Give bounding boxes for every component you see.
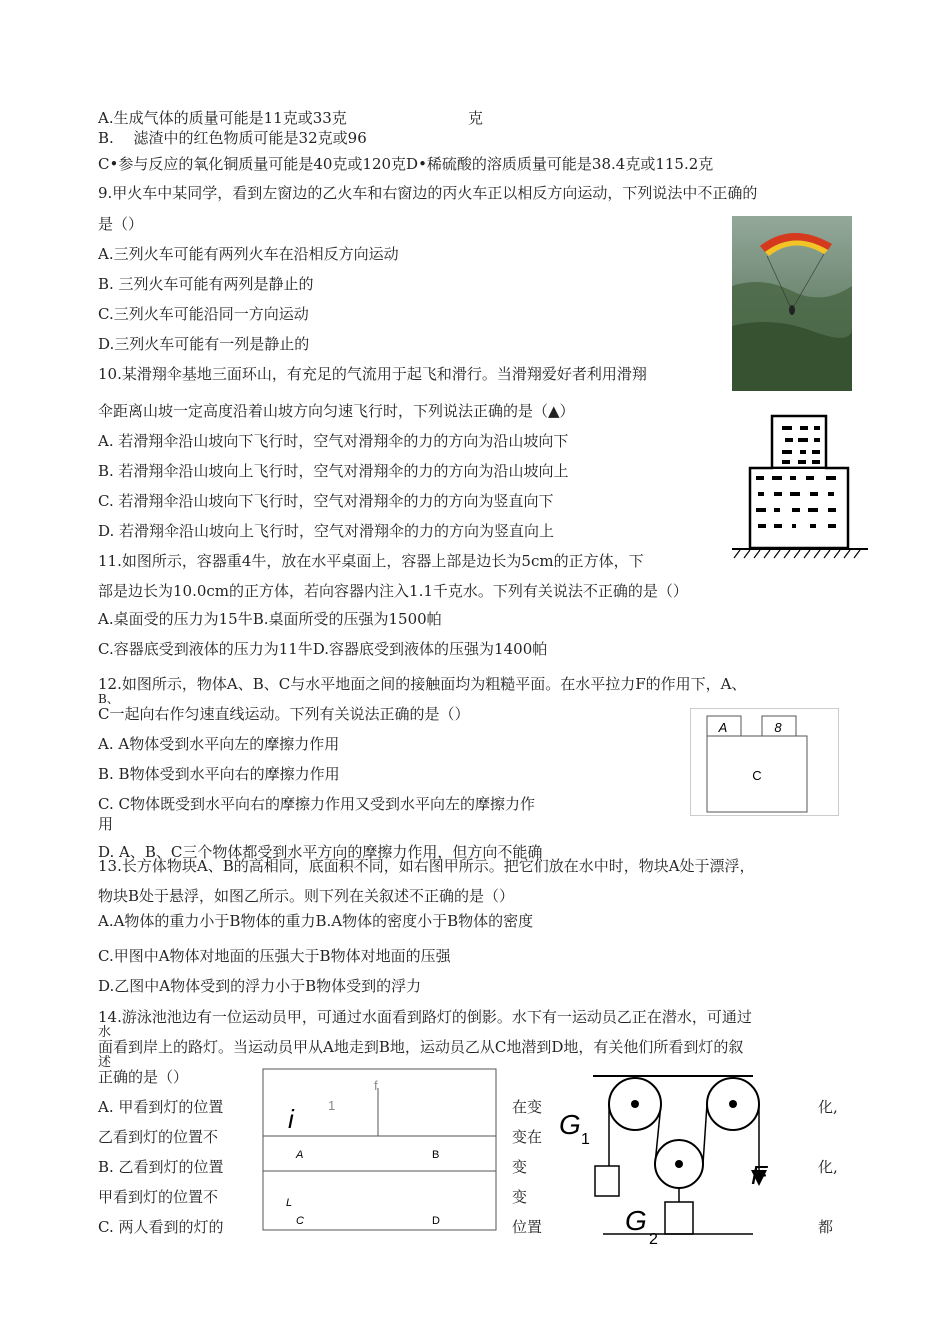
- q14-middle-text-2: 变在: [512, 1128, 543, 1146]
- q14-option-b-part2: 甲看到灯的位置不: [98, 1188, 219, 1206]
- q11-option-cd: C.容器底受到液体的压力为11牛D.容器底受到液体的压强为1400帕: [98, 640, 548, 658]
- pulley-label-g2: G: [625, 1205, 647, 1236]
- q8-option-a: A.生成气体的质量可能是11克或33克: [98, 109, 347, 127]
- q9-option-c: C.三列火车可能沿同一方向运动: [98, 305, 309, 323]
- container-figure: [730, 412, 870, 562]
- q12-stem-line1: 12.如图所示，物体A、B、C与水平地面之间的接触面均为粗糙平面。在水平拉力F的作用下，A、: [98, 675, 747, 693]
- pulley-figure: [555, 1070, 765, 1250]
- pool-label-d: D: [432, 1215, 440, 1227]
- q12-stem-overflow: B、: [98, 692, 119, 706]
- block-b-label: 8: [774, 720, 782, 735]
- q14-right-text-1: 化,: [818, 1098, 838, 1116]
- q14-stem-overflow1: 水: [98, 1025, 112, 1040]
- pulley-label-g2-sub: 2: [649, 1231, 658, 1248]
- q8-option-a-tail: 克: [468, 109, 484, 127]
- pulley-label-f: F: [751, 1160, 767, 1190]
- q10-option-c: C. 若滑翔伞沿山坡向下飞行时，空气对滑翔伞的力的方向为竖直向下: [98, 492, 554, 510]
- q13-option-c: C.甲图中A物体对地面的压强大于B物体对地面的压强: [98, 947, 451, 965]
- pool-label-l: L: [286, 1197, 293, 1209]
- pool-label-c: C: [296, 1215, 304, 1227]
- q14-option-a-part2: 乙看到灯的位置不: [98, 1128, 219, 1146]
- q14-right-text-3: 都: [818, 1218, 834, 1236]
- pulley-label-g1-sub: 1: [581, 1131, 590, 1148]
- q14-middle-text-4: 变: [512, 1188, 528, 1206]
- pool-label-a: A: [296, 1149, 304, 1161]
- pool-label-b: B: [432, 1149, 440, 1161]
- q14-option-b-part1: B. 乙看到灯的位置: [98, 1158, 224, 1176]
- q12-stem-line2: C一起向右作匀速直线运动。下列有关说法正确的是（）: [98, 705, 470, 723]
- q14-stem-line2: 面看到岸上的路灯。当运动员甲从A地走到B地，运动员乙从C地潜到D地，有关他们所看到灯的叙: [98, 1038, 744, 1056]
- q13-option-d: D.乙图中A物体受到的浮力小于B物体受到的浮力: [98, 977, 422, 995]
- q10-option-b: B. 若滑翔伞沿山坡向上飞行时，空气对滑翔伞的力的方向为沿山坡向上: [98, 462, 569, 480]
- q10-stem-line2: 伞距离山坡一定高度沿着山坡方向匀速飞行时，下列说法正确的是（▲）: [98, 402, 575, 420]
- q11-option-ab: A.桌面受的压力为15牛B.桌面所受的压强为1500帕: [98, 610, 442, 628]
- q12-option-c-line2: 用: [98, 815, 114, 833]
- q12-option-c-line1: C. C物体既受到水平向右的摩擦力作用又受到水平向左的摩擦力作: [98, 795, 535, 813]
- q8-option-cd: C•参与反应的氧化铜质量可能是40克或120克D•稀硫酸的溶质质量可能是38.4克或115.2克: [98, 155, 714, 173]
- paraglider-photo: [732, 216, 852, 391]
- q13-stem-line2: 物块B处于悬浮，如图乙所示。则下列在关叙述不正确的是（）: [98, 887, 515, 905]
- q10-option-a: A. 若滑翔伞沿山坡向下飞行时，空气对滑翔伞的力的方向为沿山坡向下: [98, 432, 569, 450]
- q10-stem-line1: 10.某滑翔伞基地三面环山，有充足的气流用于起飞和滑行。当滑翔爱好者利用滑翔: [98, 365, 647, 383]
- q14-right-text-2: 化,: [818, 1158, 838, 1176]
- q14-stem-line3: 正确的是（）: [98, 1068, 189, 1086]
- q11-stem-line2: 部是边长为10.0cm的正方体，若向容器内注入1.1千克水。下列有关说法不正确的是（）: [98, 582, 688, 600]
- pool-label-i: i: [288, 1104, 294, 1134]
- q14-stem-line1: 14.游泳池池边有一位运动员甲，可通过水面看到路灯的倒影。水下有一运动员乙正在潜水，可通过: [98, 1008, 752, 1026]
- q14-middle-text-3: 变: [512, 1158, 528, 1176]
- q9-option-d: D.三列火车可能有一列是静止的: [98, 335, 310, 353]
- q12-option-b: B. B物体受到水平向右的摩擦力作用: [98, 765, 340, 783]
- q10-option-d: D. 若滑翔伞沿山坡向上飞行时，空气对滑翔伞的力的方向为竖直向上: [98, 522, 555, 540]
- pool-label-1: 1: [328, 1098, 336, 1113]
- pool-label-f: f: [374, 1078, 378, 1093]
- blocks-figure: [690, 708, 840, 818]
- q14-option-a-part1: A. 甲看到灯的位置: [98, 1098, 224, 1116]
- pulley-label-g1: G: [559, 1109, 581, 1140]
- q14-middle-text-5: 位置: [512, 1218, 543, 1236]
- q8-option-b: B. 滤渣中的红色物质可能是32克或96: [98, 129, 367, 147]
- q11-stem-line1: 11.如图所示，容器重4牛，放在水平桌面上，容器上部是边长为5cm的正方体，下: [98, 552, 644, 570]
- q13-option-ab: A.A物体的重力小于B物体的重力B.A物体的密度小于B物体的密度: [98, 912, 534, 930]
- pool-figure: [262, 1068, 498, 1233]
- q12-option-d: D. A、B、C三个物体都受到水平方向的摩擦力作用，但方向不能确: [98, 843, 543, 861]
- q13-stem-line1: 13.长方体物块A、B的高相同，底面积不同，如右图甲所示。把它们放在水中时，物块A处于漂浮，: [98, 857, 755, 875]
- q9-stem-line2: 是（）: [98, 215, 144, 233]
- q14-stem-overflow2: 述: [98, 1055, 112, 1070]
- q9-option-a: A.三列火车可能有两列火车在沿相反方向运动: [98, 245, 399, 263]
- q9-option-b: B. 三列火车可能有两列是静止的: [98, 275, 314, 293]
- q9-stem-line1: 9.甲火车中某同学，看到左窗边的乙火车和右窗边的丙火车正以相反方向运动，下列说法中不正确的: [98, 184, 758, 202]
- q12-option-a: A. A物体受到水平向左的摩擦力作用: [98, 735, 340, 753]
- q14-middle-text-1: 在变: [512, 1098, 543, 1116]
- block-a-label: A: [718, 720, 728, 735]
- block-c-label: C: [752, 768, 762, 783]
- q14-option-c-part1: C. 两人看到的灯的: [98, 1218, 224, 1236]
